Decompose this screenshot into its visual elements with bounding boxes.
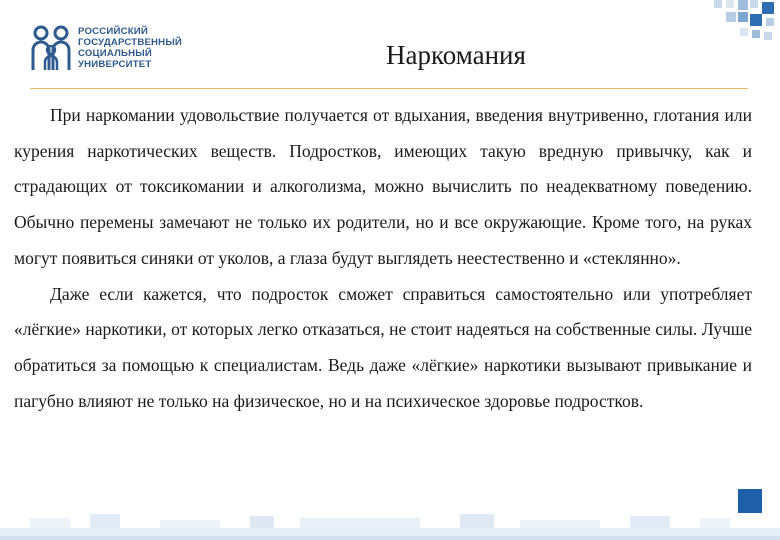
university-name bbox=[78, 26, 182, 70]
people-logo-icon bbox=[30, 24, 74, 72]
logo-line: СОЦИАЛЬНЫЙ bbox=[78, 48, 152, 59]
body-paragraph: Даже если кажется, что подросток сможет справиться самостоятельно или употребляет «лёгкие» наркотики, от которых легко отказаться, не стоит надеяться на собственные силы. Лучше обратиться за помощью к специалистам. Ведь даже «лёгкие» наркотики вызывают привыкание и пагубно влияют не только на физическое, но и на психическое здоровье подростков. bbox=[14, 283, 752, 411]
logo-line: РОССИЙСКИЙ bbox=[78, 26, 148, 37]
body-paragraph: При наркомании удовольствие получается от вдыхания, введения внутривенно, глотания или курения наркотических веществ. Подростков, имеющих такую вредную привычку, как и страдающих от токсикомании и алкоголизма, можно вычислить по неадекватному поведению. Обычно перемены замечают не только их родители, но и все окружающие. Кроме того, на руках могут появиться синяки от уколов, а глаза будут выглядеть неестественно и «стеклянно». bbox=[14, 105, 752, 268]
logo-line: УНИВЕРСИТЕТ bbox=[78, 59, 152, 70]
decorative-pixels-top-right bbox=[690, 0, 780, 48]
logo-line: ГОСУДАРСТВЕННЫЙ bbox=[78, 37, 183, 48]
title-divider bbox=[30, 88, 748, 89]
slide-body bbox=[14, 98, 752, 419]
decorative-pixels-bottom bbox=[0, 500, 780, 540]
university-logo bbox=[30, 24, 190, 76]
slide-title: Наркомания bbox=[386, 40, 526, 70]
